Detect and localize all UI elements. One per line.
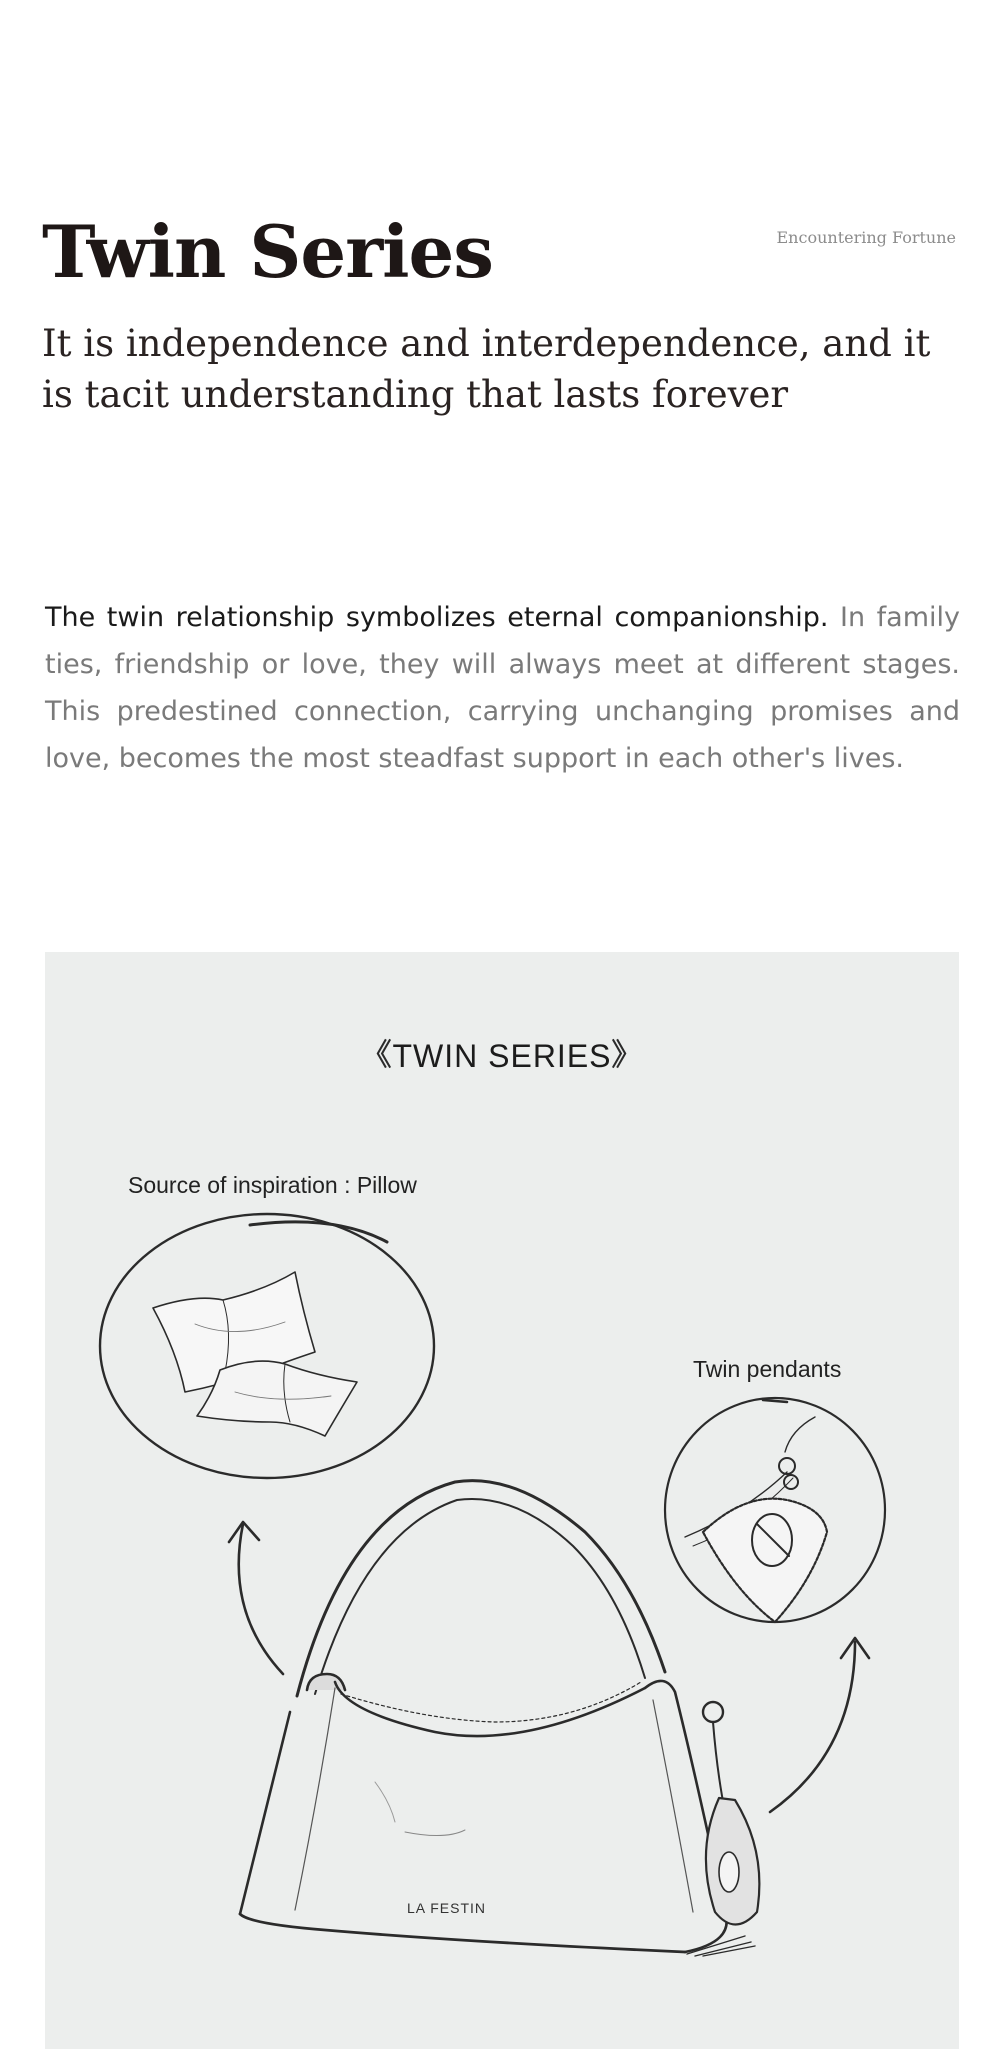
- intro-body: In family ties, friendship or love, they will always meet at different stages. This predestined connection, carrying unchanging promises and love, becomes the most steadfast support in each other's lives.: [45, 602, 960, 774]
- right-chevron-icon: 》: [611, 1038, 643, 1073]
- intro-paragraph: [45, 594, 960, 782]
- pillow-sketch-icon: [100, 1214, 434, 1478]
- curved-arrow-icon: [229, 1522, 283, 1674]
- bag-brand-mark: LA FESTIN: [407, 1900, 487, 1916]
- pendants-label: Twin pendants: [693, 1356, 842, 1382]
- illustration-panel: [45, 952, 959, 2049]
- page-title: Twin Series: [42, 209, 493, 294]
- page-subtitle: It is independence and interdependence, and it is tacit understanding that lasts forever: [42, 322, 931, 416]
- left-chevron-icon: 《: [361, 1038, 393, 1073]
- inspiration-label: Source of inspiration : Pillow: [128, 1172, 417, 1198]
- tagline: Encountering Fortune: [776, 228, 956, 247]
- curved-arrow-icon: [770, 1638, 869, 1812]
- pendant-sketch-icon: [665, 1398, 885, 1622]
- illustration-heading: [45, 1030, 959, 1075]
- handbag-sketch-icon: [240, 1481, 759, 1956]
- illustration-sketch: [45, 952, 959, 2049]
- intro-lead: The twin relationship symbolizes eternal companionship.: [45, 602, 829, 633]
- illustration-heading-text: TWIN SERIES: [392, 1038, 612, 1074]
